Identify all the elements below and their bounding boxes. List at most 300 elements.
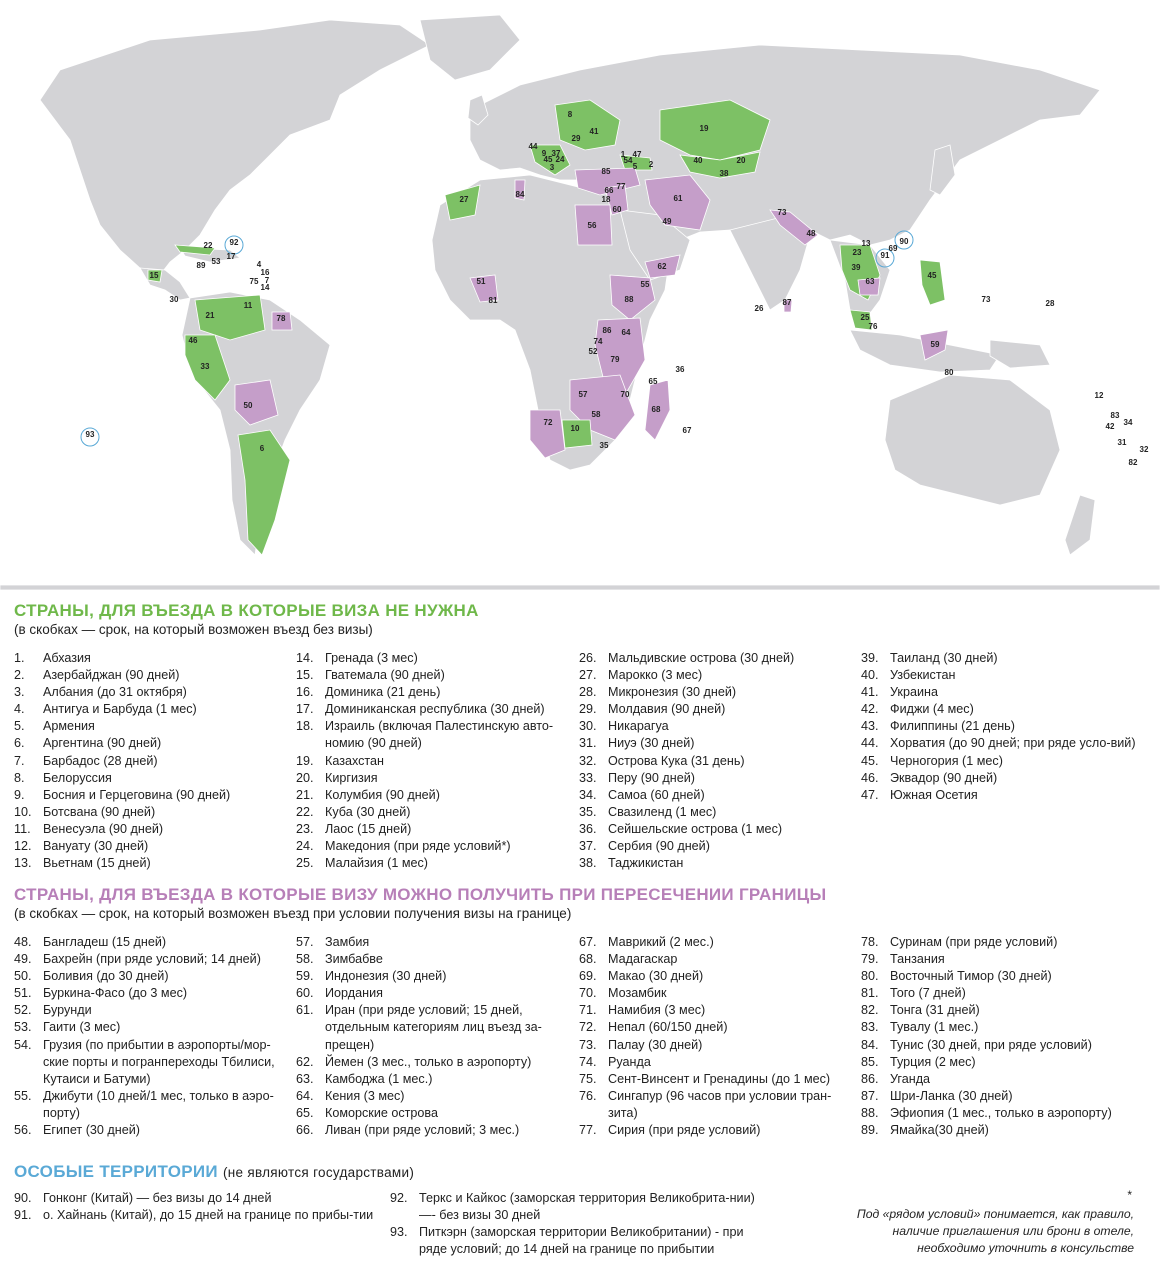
list-item-text: Маврикий (2 мес.) <box>608 935 714 949</box>
list-item-number: 73. <box>579 1037 597 1052</box>
list-item <box>14 753 289 770</box>
list-item-text: Узбекистан <box>890 668 956 683</box>
list-item <box>14 1037 289 1088</box>
list-item <box>579 1019 854 1036</box>
list-item-text: Южная Осетия <box>890 787 978 802</box>
list-item-text: Киргизия <box>325 770 378 785</box>
map-label: 93 <box>85 430 95 439</box>
list-item-text: Перу (90 дней) <box>608 770 695 785</box>
list-item <box>296 701 571 718</box>
map-label: 51 <box>476 277 486 286</box>
map-label: 77 <box>616 182 626 191</box>
visa-on-arrival-list-col3 <box>579 934 854 1139</box>
map-label: 72 <box>543 418 553 427</box>
map-label: 24 <box>555 155 565 164</box>
list-item <box>579 968 854 985</box>
list-item-number: 23. <box>296 821 314 836</box>
list-item-text: Ботсвана (90 дней) <box>43 804 156 819</box>
list-item-text: Восточный Тимор (30 дней) <box>890 969 1052 984</box>
map-label: 68 <box>651 405 661 414</box>
map-label: 52 <box>588 347 598 356</box>
list-item-number: 75. <box>579 1071 597 1086</box>
list-item-text: Гренада (3 мес) <box>325 651 418 665</box>
list-item-number: 3. <box>14 685 25 700</box>
list-item-number: 31. <box>579 736 597 751</box>
list-item <box>579 1122 854 1139</box>
map-label: 35 <box>599 441 609 450</box>
map-label: 36 <box>675 365 685 374</box>
map-label: 14 <box>260 283 270 292</box>
list-item-text: Боливия (до 30 дней) <box>43 969 169 984</box>
list-item-text: Намибия (3 мес) <box>608 1003 706 1018</box>
list-item-number: 6. <box>14 736 25 751</box>
list-item-text: Мальдивские острова (30 дней) <box>608 651 795 665</box>
list-item-number: 87. <box>861 1088 879 1103</box>
list-item <box>861 1002 1136 1019</box>
map-label: 88 <box>624 295 634 304</box>
world-map <box>0 0 1160 590</box>
list-item-number: 22. <box>296 804 314 819</box>
list-item-number: 1. <box>14 651 25 665</box>
map-label: 91 <box>880 251 890 260</box>
map-label: 66 <box>604 186 614 195</box>
list-item <box>14 968 289 985</box>
list-item-text: Хорватия (до 90 дней; при ряде усло-вий) <box>890 736 1136 751</box>
map-label: 44 <box>528 142 538 151</box>
list-item-text: Эквадор (90 дней) <box>890 770 998 785</box>
list-item-number: 42. <box>861 702 879 717</box>
list-item <box>296 1122 571 1139</box>
list-item-number: 47. <box>861 787 879 802</box>
map-label: 82 <box>1128 458 1138 467</box>
list-item <box>579 821 854 838</box>
map-label: 47 <box>632 150 642 159</box>
map-label: 38 <box>719 169 729 178</box>
list-item <box>861 650 1136 667</box>
list-item-number: 70. <box>579 986 597 1001</box>
list-item-number: 77. <box>579 1123 597 1138</box>
list-item-text: Доминиканская республика (30 дней) <box>325 702 545 717</box>
list-item-number: 79. <box>861 952 879 967</box>
list-item <box>14 934 289 951</box>
greenland <box>420 15 520 80</box>
list-item <box>296 770 571 787</box>
list-item <box>296 684 571 701</box>
list-item-text: Того (7 дней) <box>890 986 966 1001</box>
list-item <box>14 1122 289 1139</box>
list-item <box>579 770 854 787</box>
australia <box>885 375 1060 505</box>
list-item-text: Украина <box>890 685 938 700</box>
list-item-number: 45. <box>861 753 879 768</box>
list-item <box>14 855 289 872</box>
list-item-text: Эфиопия (1 мес., только в аэропорту) <box>890 1105 1112 1120</box>
list-item-text: Иордания <box>325 986 383 1001</box>
list-item <box>579 753 854 770</box>
list-item-text: Гонконг (Китай) — без визы до 14 дней <box>43 1191 272 1205</box>
list-item-text: Непал (60/150 дней) <box>608 1020 728 1035</box>
list-item-text: Микронезия (30 дней) <box>608 685 737 700</box>
visa-free-list-col1 <box>14 650 289 872</box>
list-item-text: Вануату (30 дней) <box>43 839 149 854</box>
map-label: 60 <box>612 205 622 214</box>
list-item <box>14 667 289 684</box>
list-item-text: Босния и Герцеговина (90 дней) <box>43 787 231 802</box>
map-label: 17 <box>226 252 236 261</box>
list-item-number: 90. <box>14 1191 32 1205</box>
list-item <box>861 684 1136 701</box>
list-item-text: Абхазия <box>43 651 91 665</box>
list-item-number: 48. <box>14 935 32 949</box>
list-item-number: 88. <box>861 1105 879 1120</box>
list-item-text: Острова Кука (31 день) <box>608 753 745 768</box>
list-item <box>861 985 1136 1002</box>
list-item <box>861 951 1136 968</box>
map-label: 31 <box>1117 438 1127 447</box>
list-item <box>14 650 289 667</box>
list-item-number: 33. <box>579 770 597 785</box>
list-item-number: 46. <box>861 770 879 785</box>
special-territories-heading: ОСОБЫЕ ТЕРРИТОРИИ <box>14 1162 218 1181</box>
list-item <box>296 951 571 968</box>
map-label: 67 <box>682 426 692 435</box>
list-item-number: 10. <box>14 804 32 819</box>
antarctica-hint <box>0 585 1160 590</box>
map-label: 23 <box>852 248 862 257</box>
list-item-text: Израиль (включая Палестинскую авто-номию (90 дней) <box>325 719 554 751</box>
list-item-text: Антигуа и Барбуда (1 мес) <box>43 702 197 717</box>
list-item-number: 58. <box>296 952 314 967</box>
list-item-text: Венесуэла (90 дней) <box>43 821 164 836</box>
list-item-number: 92. <box>390 1191 408 1205</box>
list-item-number: 26. <box>579 651 597 665</box>
visa-on-arrival-subtitle: (в скобках — срок, на который возможен въезд при условии получения визы на границе) <box>14 906 572 921</box>
list-item-number: 80. <box>861 969 879 984</box>
list-item <box>579 684 854 701</box>
list-item-number: 37. <box>579 839 597 854</box>
list-item-number: 21. <box>296 787 314 802</box>
list-item-number: 91. <box>14 1208 32 1223</box>
list-item <box>861 787 1136 804</box>
map-label: 3 <box>549 163 555 172</box>
map-label: 9 <box>541 149 547 158</box>
list-item-text: Танзания <box>890 952 945 967</box>
list-item-text: Тонга (31 дней) <box>890 1003 980 1018</box>
list-item-number: 39. <box>861 651 879 665</box>
list-item <box>861 1019 1136 1036</box>
list-item <box>579 985 854 1002</box>
list-item-number: 78. <box>861 935 879 949</box>
map-label: 73 <box>777 208 787 217</box>
list-item-number: 11. <box>14 821 31 836</box>
list-item-text: Грузия (по прибытии в аэропорты/мор-ские порты и погранпереходы Тбилиси, Кутаиси и Батуми) <box>43 1037 275 1086</box>
list-item-text: Черногория (1 мес) <box>890 753 1003 768</box>
list-item-text: Фиджи (4 мес) <box>890 702 974 717</box>
list-item-number: 59. <box>296 969 314 984</box>
list-item-number: 15. <box>296 668 314 683</box>
list-item-number: 69. <box>579 969 597 984</box>
map-label: 42 <box>1105 422 1115 431</box>
map-label: 40 <box>693 156 703 165</box>
list-item <box>390 1224 760 1258</box>
list-item-text: Турция (2 мес) <box>890 1054 976 1069</box>
list-item <box>296 667 571 684</box>
map-label: 87 <box>782 298 792 307</box>
list-item <box>14 951 289 968</box>
map-label: 54 <box>623 156 633 165</box>
list-item-text: Египет (30 дней) <box>43 1123 140 1138</box>
list-item-text: Филиппины (21 день) <box>890 719 1015 734</box>
list-item-text: Ниуэ (30 дней) <box>608 736 695 751</box>
list-item-text: Коморские острова <box>325 1105 438 1120</box>
list-item-number: 63. <box>296 1071 314 1086</box>
list-item-number: 93. <box>390 1225 408 1240</box>
new-zealand <box>1065 495 1095 555</box>
list-item-number: 72. <box>579 1020 597 1035</box>
list-item-number: 57. <box>296 935 314 949</box>
list-item-text: Камбоджа (1 мес.) <box>325 1071 433 1086</box>
list-item <box>14 821 289 838</box>
list-item-number: 28. <box>579 685 597 700</box>
list-item-text: Малайзия (1 мес) <box>325 856 429 871</box>
list-item-text: Замбия <box>325 935 370 949</box>
map-label: 28 <box>1045 299 1055 308</box>
list-item <box>579 1071 854 1088</box>
visa-on-arrival-title: СТРАНЫ, ДЛЯ ВЪЕЗДА В КОТОРЫЕ ВИЗУ МОЖНО ПОЛУЧИТЬ ПРИ ПЕРЕСЕЧЕНИИ ГРАНИЦЫ <box>14 885 827 904</box>
list-item <box>296 1054 571 1071</box>
list-item-number: 52. <box>14 1003 32 1018</box>
list-item-text: Лаос (15 дней) <box>325 821 412 836</box>
list-item-number: 84. <box>861 1037 879 1052</box>
list-item-text: Макао (30 дней) <box>608 969 704 984</box>
list-item-number: 35. <box>579 804 597 819</box>
list-item <box>296 1088 571 1105</box>
list-item-number: 14. <box>296 651 314 665</box>
list-item-text: Самоа (60 дней) <box>608 787 705 802</box>
list-item-number: 34. <box>579 787 597 802</box>
list-item <box>14 684 289 701</box>
list-item <box>296 1105 571 1122</box>
list-item <box>861 770 1136 787</box>
special-territories-col1 <box>14 1190 374 1224</box>
map-label: 48 <box>806 229 816 238</box>
list-item-text: Сейшельские острова (1 мес) <box>608 821 783 836</box>
list-item-text: Йемен (3 мес., только в аэропорту) <box>325 1054 532 1069</box>
list-item-number: 82. <box>861 1003 879 1018</box>
new-guinea <box>990 340 1050 368</box>
list-item-number: 24. <box>296 839 314 854</box>
footnote-text: Под «рядом условий» понимается, как правило, наличие приглашения или брони в отеле, необходимо уточнить в консульстве <box>856 1207 1134 1255</box>
map-label: 73 <box>981 295 991 304</box>
list-item-text: Тунис (30 дней, при ряде условий) <box>890 1037 1092 1052</box>
list-item-text: Албания (до 31 октября) <box>43 685 187 700</box>
list-item <box>14 838 289 855</box>
list-item-text: Барбадос (28 дней) <box>43 753 158 768</box>
list-item-number: 41. <box>861 685 879 700</box>
list-item <box>579 934 854 951</box>
list-item-text: Гватемала (90 дней) <box>325 668 445 683</box>
map-label: 61 <box>673 194 683 203</box>
list-item <box>861 753 1136 770</box>
list-item <box>296 804 571 821</box>
list-item-number: 13. <box>14 856 32 871</box>
list-item <box>14 804 289 821</box>
list-item-text: Иран (при ряде условий; 15 дней, отдельным категориям лиц въезд за-прещен) <box>325 1003 542 1052</box>
philippines-hl <box>920 260 945 305</box>
list-item-number: 64. <box>296 1088 314 1103</box>
list-item-text: Бахрейн (при ряде условий; 14 дней) <box>43 952 261 967</box>
list-item-number: 55. <box>14 1088 32 1103</box>
visa-free-list-col4 <box>861 650 1136 804</box>
list-item-text: Казахстан <box>325 753 385 768</box>
visa-on-arrival-list-col2 <box>296 934 571 1139</box>
north-america <box>40 20 430 275</box>
list-item-text: Марокко (3 мес) <box>608 668 703 683</box>
list-item-number: 19. <box>296 753 314 768</box>
list-item <box>579 1054 854 1071</box>
list-item-number: 86. <box>861 1071 879 1086</box>
list-item <box>14 735 289 752</box>
map-label: 41 <box>589 127 599 136</box>
list-item <box>861 667 1136 684</box>
list-item-number: 40. <box>861 668 879 683</box>
list-item <box>861 968 1136 985</box>
list-item <box>296 650 571 667</box>
list-item-number: 53. <box>14 1020 32 1035</box>
map-label: 49 <box>662 217 672 226</box>
list-item <box>296 855 571 872</box>
list-item <box>296 753 571 770</box>
list-item <box>579 718 854 735</box>
list-item-number: 83. <box>861 1020 879 1035</box>
map-label: 10 <box>570 424 580 433</box>
list-item-number: 85. <box>861 1054 879 1069</box>
list-item <box>296 968 571 985</box>
list-item-text: Мозамбик <box>608 986 667 1001</box>
map-label: 55 <box>640 280 650 289</box>
list-item-number: 18. <box>296 719 314 734</box>
list-item <box>14 770 289 787</box>
list-item-text: о. Хайнань (Китай), до 15 дней на границе по прибы-тии <box>43 1208 374 1223</box>
footnote-star: * <box>1127 1188 1132 1202</box>
list-item-number: 44. <box>861 736 879 751</box>
list-item-number: 30. <box>579 719 597 734</box>
map-label: 16 <box>260 268 270 277</box>
map-label: 69 <box>888 244 898 253</box>
map-label: 83 <box>1110 411 1120 420</box>
list-item <box>579 1037 854 1054</box>
list-item-text: Шри-Ланка (30 дней) <box>890 1088 1013 1103</box>
list-item-number: 76. <box>579 1088 597 1103</box>
list-item-number: 7. <box>14 753 25 768</box>
map-label: 90 <box>899 237 909 246</box>
list-item-text: Сент-Винсент и Гренадины (до 1 мес) <box>608 1071 831 1086</box>
map-label: 76 <box>868 322 878 331</box>
list-item <box>861 1122 1136 1139</box>
map-label: 13 <box>861 239 871 248</box>
list-item <box>861 1088 1136 1105</box>
list-item-number: 25. <box>296 856 314 871</box>
list-item <box>14 1190 374 1207</box>
list-item-number: 43. <box>861 719 879 734</box>
list-item-text: Бангладеш (15 дней) <box>43 935 167 949</box>
list-item-text: Кения (3 мес) <box>325 1088 405 1103</box>
map-label: 27 <box>459 195 469 204</box>
map-label: 53 <box>211 257 221 266</box>
list-item-text: Вьетнам (15 дней) <box>43 856 151 871</box>
map-label: 50 <box>243 401 253 410</box>
list-item-number: 71. <box>579 1003 597 1018</box>
map-label: 11 <box>243 301 253 310</box>
list-item <box>296 1071 571 1088</box>
map-label: 12 <box>1094 391 1104 400</box>
map-label: 92 <box>229 238 239 247</box>
map-label: 6 <box>259 444 265 453</box>
list-item-number: 66. <box>296 1123 314 1138</box>
list-item <box>14 1088 289 1122</box>
list-item <box>14 718 289 735</box>
list-item-text: Уганда <box>890 1071 931 1086</box>
map-label: 70 <box>620 390 630 399</box>
list-item-text: Таджикистан <box>608 856 684 871</box>
list-item-number: 62. <box>296 1054 314 1069</box>
list-item <box>296 718 571 752</box>
list-item-number: 17. <box>296 702 314 717</box>
list-item <box>579 855 854 872</box>
list-item-text: Палау (30 дней) <box>608 1037 703 1052</box>
list-item-number: 51. <box>14 986 32 1001</box>
list-item-text: Аргентина (90 дней) <box>43 736 162 751</box>
list-item-number: 5. <box>14 719 25 734</box>
list-item-number: 12. <box>14 839 32 854</box>
list-item-text: Свазиленд (1 мес) <box>608 804 717 819</box>
list-item-text: Ямайка(30 дней) <box>890 1123 989 1138</box>
map-label: 39 <box>851 263 861 272</box>
list-item-text: Молдавия (90 дней) <box>608 702 726 717</box>
list-item <box>14 1002 289 1019</box>
list-item-text: Руанда <box>608 1054 651 1069</box>
list-item <box>861 1054 1136 1071</box>
map-label: 20 <box>736 156 746 165</box>
list-item <box>14 787 289 804</box>
list-item-number: 29. <box>579 702 597 717</box>
list-item-number: 68. <box>579 952 597 967</box>
map-label: 65 <box>648 377 658 386</box>
list-item-number: 2. <box>14 668 25 683</box>
list-item-number: 50. <box>14 969 32 984</box>
list-item <box>579 735 854 752</box>
map-label: 56 <box>587 221 597 230</box>
list-item-number: 60. <box>296 986 314 1001</box>
map-label: 29 <box>571 134 581 143</box>
list-item-number: 32. <box>579 753 597 768</box>
map-label: 62 <box>657 262 667 271</box>
list-item <box>861 701 1136 718</box>
list-item <box>390 1190 760 1224</box>
list-item <box>14 1019 289 1036</box>
special-territories-note: (не являются государствами) <box>222 1165 415 1180</box>
map-label: 78 <box>276 314 286 323</box>
list-item-text: Азербайджан (90 дней) <box>43 668 180 683</box>
list-item-number: 9. <box>14 787 25 802</box>
map-label: 45 <box>927 271 937 280</box>
map-label: 74 <box>593 337 603 346</box>
list-item-number: 61. <box>296 1003 314 1018</box>
list-item <box>579 1002 854 1019</box>
list-item-text: Буркина-Фасо (до 3 мес) <box>43 986 188 1001</box>
list-item-text: Теркс и Кайкос (заморская территория Великобрита-нии) —- без визы 30 дней <box>419 1191 755 1223</box>
list-item <box>296 821 571 838</box>
